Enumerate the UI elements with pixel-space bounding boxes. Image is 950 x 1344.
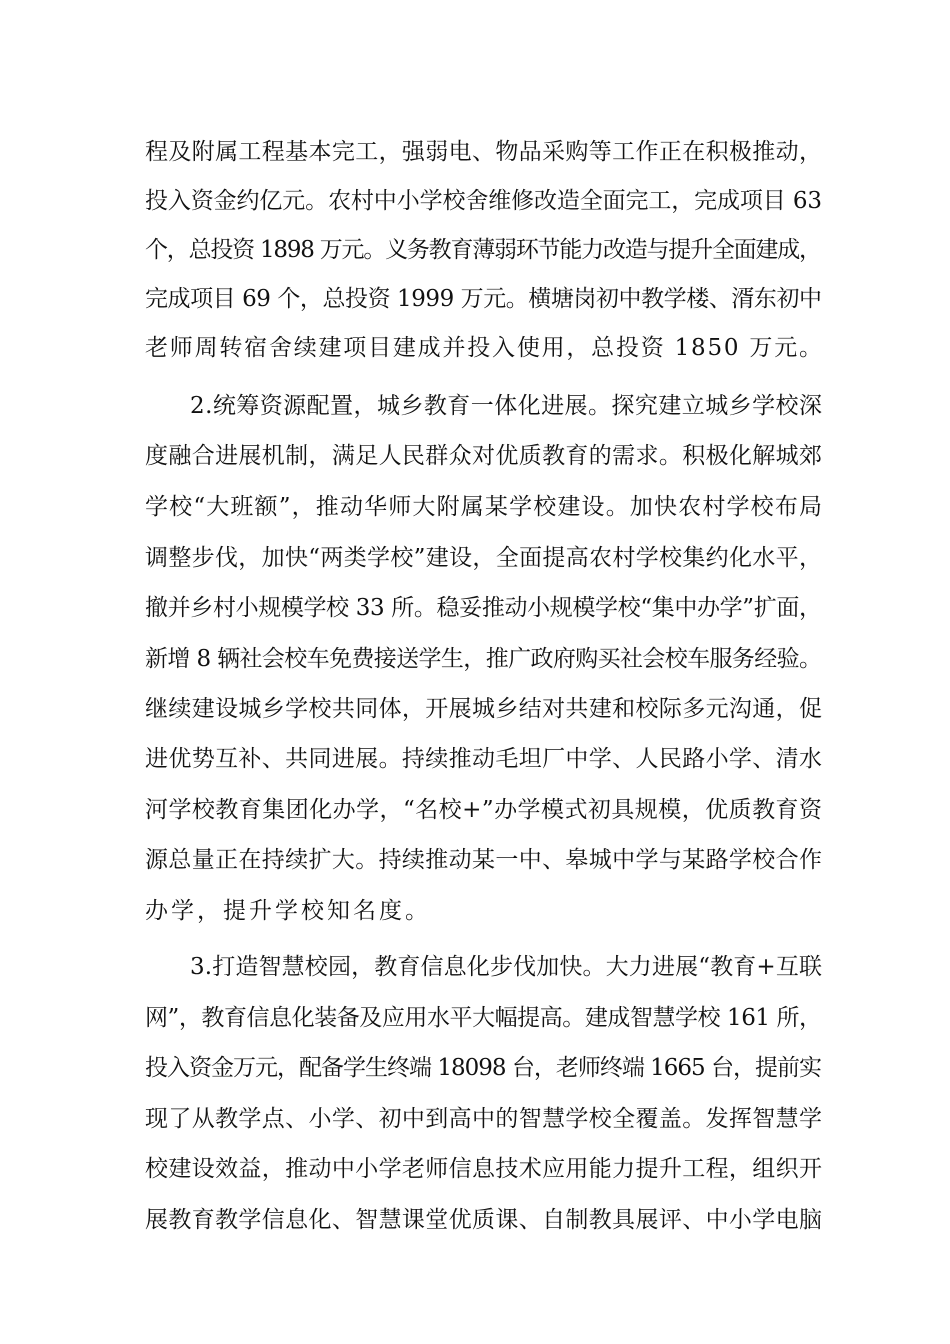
paragraph-first-line [0, 386, 950, 426]
text-line-content: 继续建设城乡学校共同体，开展城乡结对共建和校际多元沟通，促 [145, 696, 823, 722]
text-line [0, 328, 950, 368]
text-line-content: 源总量正在持续扩大。持续推动某一中、皋城中学与某路学校合作 [145, 847, 823, 873]
text-line-content: 个，总投资 1898 万元。义务教育薄弱环节能力改造与提升全面建成， [145, 237, 821, 263]
text-line [0, 132, 950, 172]
text-line [0, 487, 950, 527]
text-line [0, 840, 950, 880]
text-line [0, 1200, 950, 1240]
text-line [0, 588, 950, 628]
text-line-content: 程及附属工程基本完工，强弱电、物品采购等工作正在积极推动， [145, 139, 823, 165]
text-line [0, 181, 950, 221]
text-line-content: 进优势互补、共同进展。持续推动毛坦厂中学、人民路小学、清水 [145, 746, 823, 772]
text-line-content: 学校“大班额”，推动华师大附属某学校建设。加快农村学校布局 [145, 494, 824, 520]
text-line [0, 1149, 950, 1189]
text-line-content: 调整步伐，加快“两类学校”建设，全面提高农村学校集约化水平， [145, 545, 823, 571]
text-line-content: 投入资金约亿元。农村中小学校舍维修改造全面完工，完成项目 63 [145, 188, 822, 214]
text-line [0, 689, 950, 729]
text-line-content: 现了从教学点、小学、初中到高中的智慧学校全覆盖。发挥智慧学 [145, 1106, 823, 1132]
text-line-content: 完成项目 69 个，总投资 1999 万元。横塘岗初中教学楼、湑东初中 [145, 286, 822, 312]
text-line [0, 790, 950, 830]
text-line-content: 网”，教育信息化装备及应用水平大幅提高。建成智慧学校 161 所， [145, 1005, 822, 1031]
text-line-content: 撤并乡村小规模学校 33 所。稳妥推动小规模学校“集中办学”扩面， [145, 595, 822, 621]
text-line [0, 639, 950, 679]
text-line-content: 2.统筹资源配置，城乡教育一体化进展。探究建立城乡学校深 [190, 393, 823, 419]
text-line [0, 998, 950, 1038]
text-line-content: 河学校教育集团化办学，“名校+”办学模式初具规模，优质教育资 [145, 797, 823, 823]
paragraph-first-line [0, 947, 950, 987]
text-line-content: 新增 8 辆社会校车免费接送学生，推广政府购买社会校车服务经验。 [145, 646, 822, 672]
text-line [0, 230, 950, 270]
text-line-content: 展教育教学信息化、智慧课堂优质课、自制教具展评、中小学电脑 [145, 1207, 823, 1233]
text-line-content: 度融合进展机制，满足人民群众对优质教育的需求。积极化解城郊 [145, 443, 823, 469]
text-line-content: 3.打造智慧校园，教育信息化步伐加快。大力进展“教育+互联 [190, 954, 823, 980]
text-line-content: 老师周转宿舍续建项目建成并投入使用，总投资 1850 万元。 [145, 335, 824, 361]
text-line [0, 739, 950, 779]
text-line [0, 279, 950, 319]
text-line-content: 投入资金万元，配备学生终端 18098 台，老师终端 1665 台，提前实 [145, 1055, 821, 1081]
text-line-content: 办学，提升学校知名度。 [145, 898, 431, 924]
text-line-content: 校建设效益，推动中小学老师信息技术应用能力提升工程，组织开 [145, 1156, 823, 1182]
text-line [0, 891, 950, 931]
text-line [0, 1099, 950, 1139]
text-line [0, 1048, 950, 1088]
text-line [0, 538, 950, 578]
text-line [0, 436, 950, 476]
